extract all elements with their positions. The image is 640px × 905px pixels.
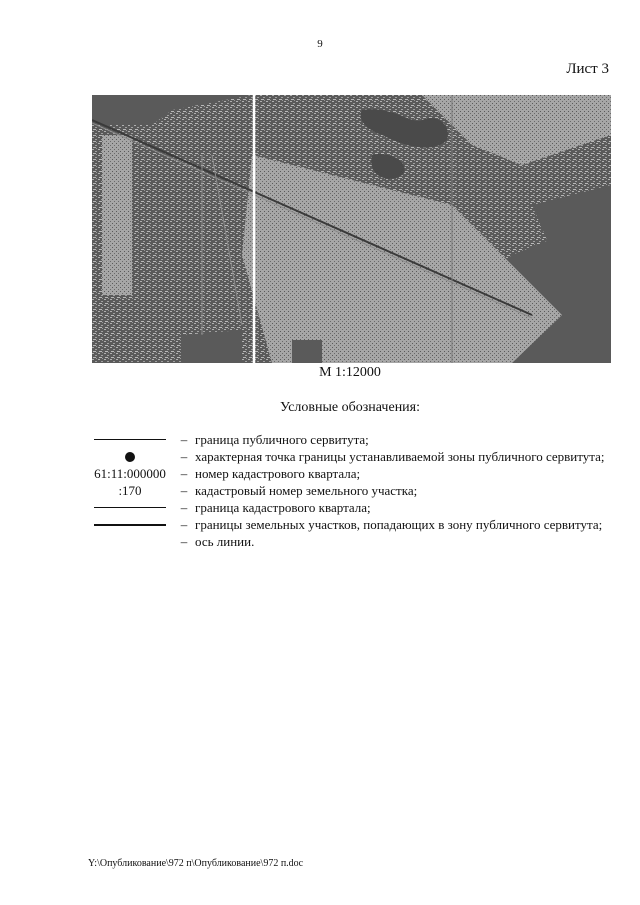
legend-text: кадастровый номер земельного участка; xyxy=(195,483,418,498)
sheet-label: Лист 3 xyxy=(566,61,609,77)
legend-dash: – xyxy=(180,534,188,549)
legend-dash: – xyxy=(180,483,188,498)
quarter-number-symbol: 61:11:000000 xyxy=(94,466,166,481)
legend-text: характерная точка границы устанавливаемой зоны публичного сервитута; xyxy=(195,449,605,464)
map-scale: М 1:12000 xyxy=(319,365,381,380)
quarter-boundary-line-symbol xyxy=(94,507,166,508)
legend-row-parcel-number xyxy=(87,482,617,499)
legend-dash: – xyxy=(180,432,188,447)
legend xyxy=(87,431,617,550)
parcel-boundary-line-symbol xyxy=(94,524,166,526)
characteristic-point-dot-symbol xyxy=(125,452,135,462)
legend-row-quarter-boundary xyxy=(87,499,617,516)
legend-text: граница кадастрового квартала; xyxy=(195,500,371,515)
legend-row-line-axis xyxy=(87,533,617,550)
legend-text: граница публичного сервитута; xyxy=(195,432,369,447)
legend-row-parcel-boundaries xyxy=(87,516,617,533)
legend-text: границы земельных участков, попадающих в зону публичного сервитута; xyxy=(195,517,603,532)
legend-row-quarter-number xyxy=(87,465,617,482)
legend-dash: – xyxy=(180,449,188,464)
map-image xyxy=(92,95,611,363)
legend-row-characteristic-point xyxy=(87,448,617,465)
parcel-number-symbol: :170 xyxy=(118,483,142,498)
cadastral-map xyxy=(92,95,611,363)
legend-dash: – xyxy=(180,517,188,532)
servitude-boundary-line-symbol xyxy=(94,439,166,440)
legend-title: Условные обозначения: xyxy=(279,400,421,415)
page-number: 9 xyxy=(317,38,323,50)
legend-text: ось линии. xyxy=(195,534,255,549)
legend-dash: – xyxy=(180,466,188,481)
legend-text: номер кадастрового квартала; xyxy=(195,466,361,481)
legend-dash: – xyxy=(180,500,188,515)
legend-row-servitude-boundary xyxy=(87,431,617,448)
file-path-footer: Y:\Опубликование\972 п\Опубликование\972 п.doc xyxy=(88,858,304,869)
